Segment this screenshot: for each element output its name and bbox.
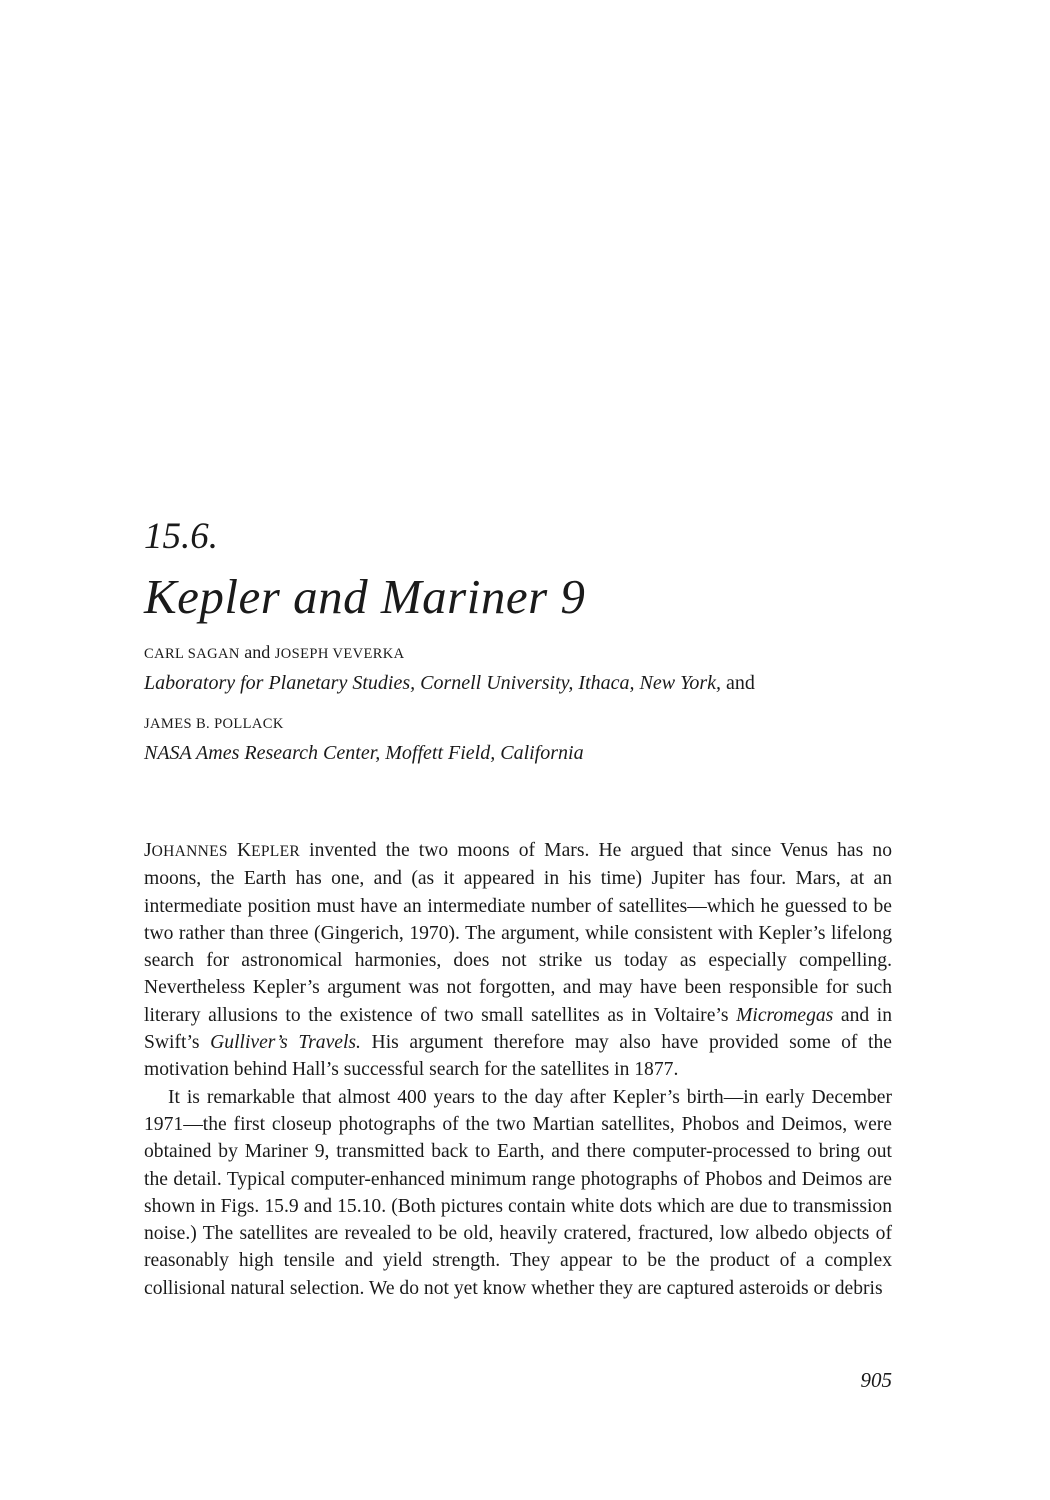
author-line-1: [144, 640, 405, 666]
author-joiner: and: [244, 642, 271, 662]
lead-cap: J: [144, 840, 152, 861]
lead-smallcaps: OHANNES: [151, 843, 228, 860]
author-line-2: [144, 710, 284, 736]
paragraph-1: [144, 837, 892, 1084]
author-name: CARL SAGAN: [144, 646, 240, 662]
affiliation-text: NASA Ames Research Center, Moffett Field, California: [144, 742, 584, 764]
paragraph-text: and in Swift’s: [144, 1004, 893, 1054]
paragraph-2: It is remarkable that almost 400 years to the day after Kepler’s birth—in early December 1971—the first closeup photographs of the two Martian satellites, Phobos and Deimos, were obtained by Mariner 9, transmitted back to Earth, and there computer-processed to bring out the detail. Typical computer-enhanced minimum range photographs of Phobos and Deimos are shown in Figs. 15.9 and 15.10. (Both pictures contain white dots which are due to transmission noise.) The satellites are revealed to be old, heavily cratered, fractured, low albedo objects of reasonably high tensile and yield strength. They appear to be the product of a complex collisional natural selection. We do not yet know whether they are captured asteroids or debris: [144, 1086, 892, 1299]
lead-smallcaps: EPLER: [251, 843, 300, 860]
body-text: [144, 837, 892, 1302]
affiliation-line-1: [144, 670, 755, 696]
section-number: 15.6.: [144, 516, 218, 557]
paragraph-text: invented the two moons of Mars. He argued that since Venus has no moons, the Earth has one, and (as it appeared in his time) Jupiter has four. Mars, at an intermediate position must have an intermediate number of satellites—which he guessed to be two rather than three (Gingerich, 1970). The argument, while consistent with Kepler’s lifelong search for astronomical harmonies, does not strike us today as especially compelling. Nevertheless Kepler’s argument was not forgotten, and may have been responsible for such literary allusions to the existence of two small satellites as in Voltaire’s: [144, 840, 892, 1026]
author-name: JOSEPH VEVERKA: [274, 646, 405, 662]
affiliation-text: Laboratory for Planetary Studies, Cornell University, Ithaca, New York,: [144, 672, 722, 694]
author-name: JAMES B. POLLACK: [144, 716, 284, 732]
italic-title: Gulliver’s Travels.: [210, 1032, 361, 1054]
paragraph-text: His argument therefore may also have provided some of the motivation behind Hall’s successful search for the satellites in 1877.: [144, 1032, 892, 1081]
chapter-title: Kepler and Mariner 9: [144, 569, 586, 624]
affiliation-suffix: and: [726, 672, 755, 694]
page-number: 905: [860, 1368, 892, 1392]
lead-cap: K: [236, 840, 252, 861]
affiliation-line-2: [144, 740, 584, 766]
italic-title: Micromegas: [736, 1004, 834, 1026]
